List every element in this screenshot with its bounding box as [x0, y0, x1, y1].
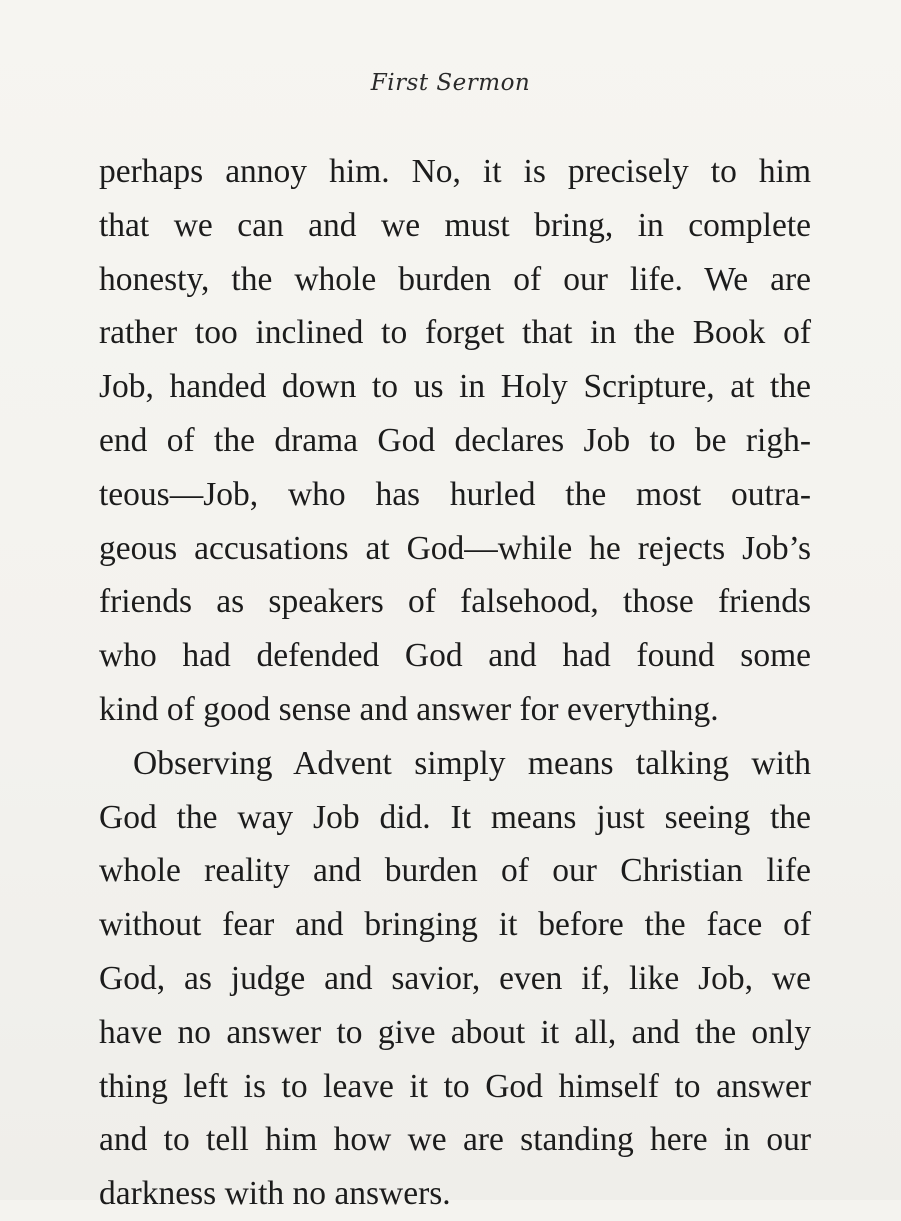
- text-line: that we can and we must bring, in complete: [99, 206, 811, 244]
- text-line: whole reality and burden of our Christian life: [99, 852, 811, 890]
- text-line: perhaps annoy him. No, it is precisely to him: [99, 153, 811, 190]
- text-line: who had defended God and had found some: [99, 637, 811, 675]
- text-line: geous accusations at God—while he rejects Job’s: [99, 529, 811, 567]
- text-line: and to tell him how we are standing here in our: [99, 1121, 811, 1159]
- text-line: have no answer to give about it all, and the only: [99, 1013, 811, 1051]
- text-line: God the way Job did. It means just seeing the: [99, 798, 811, 836]
- running-head: First Sermon: [370, 70, 531, 96]
- text-line: end of the drama God declares Job to be righ-: [99, 421, 811, 459]
- text-line: Job, handed down to us in Holy Scripture, at the: [99, 368, 811, 406]
- text-line: darkness with no answers.: [99, 1175, 451, 1213]
- text-line: Observing Advent simply means talking with: [133, 744, 811, 782]
- text-line: rather too inclined to forget that in the Book of: [99, 314, 811, 352]
- text-line: without fear and bringing it before the face of: [99, 906, 811, 944]
- text-line: friends as speakers of falsehood, those friends: [99, 583, 811, 621]
- text-line: honesty, the whole burden of our life. We are: [99, 260, 811, 298]
- paragraph-2: [99, 737, 811, 1221]
- text-line: kind of good sense and answer for everything.: [99, 690, 719, 728]
- body-text: [99, 145, 811, 1221]
- text-line: God, as judge and savior, even if, like Job, we: [99, 959, 811, 997]
- text-line: teous—Job, who has hurled the most outra-: [99, 475, 811, 513]
- text-line: thing left is to leave it to God himself to answer: [99, 1067, 811, 1105]
- paragraph-1: [99, 145, 811, 737]
